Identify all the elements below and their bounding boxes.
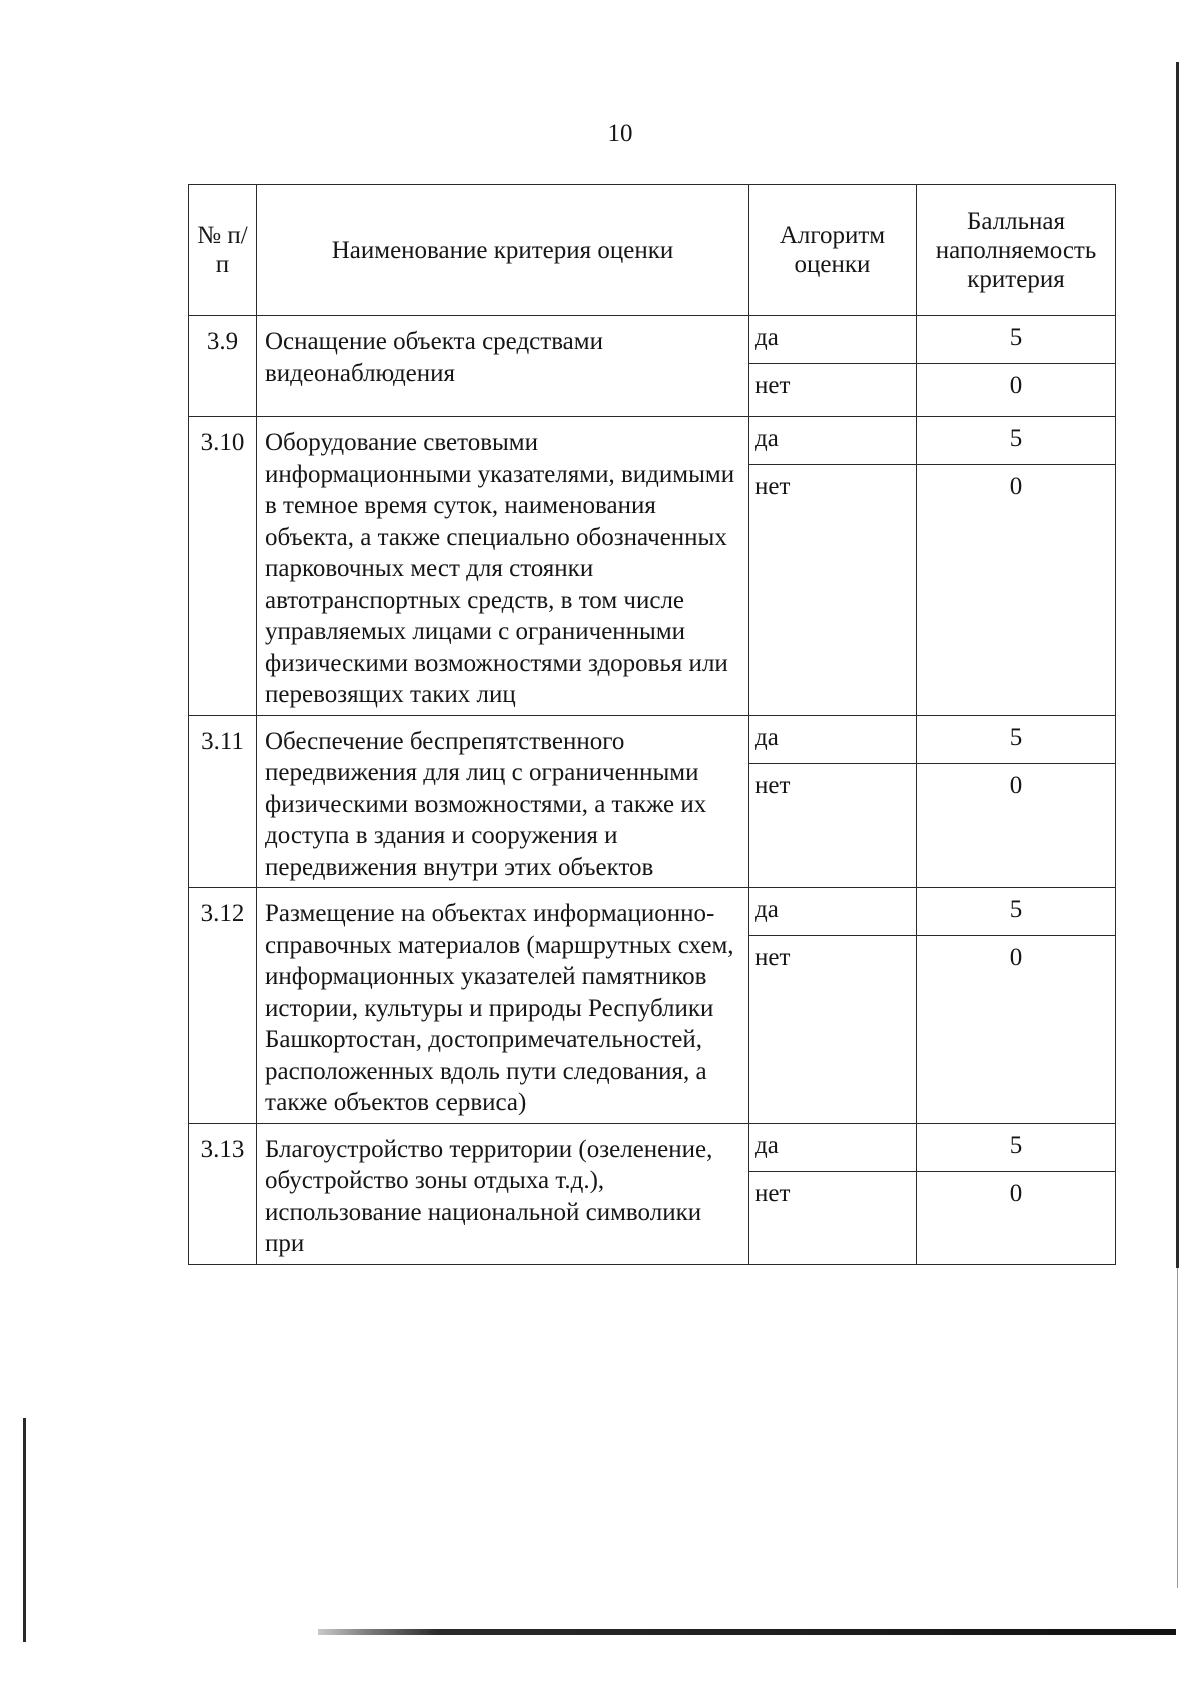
algorithm-no: нет [749, 763, 917, 888]
criterion-name: Благоустройство территории (озеленение, обустройство зоны отдыха т.д.), использование национальной символики при [257, 1123, 749, 1264]
criterion-number: 3.9 [189, 316, 257, 417]
algorithm-yes: да [749, 417, 917, 465]
table-row [189, 888, 1116, 936]
algorithm-yes: да [749, 316, 917, 364]
table-header-row [189, 185, 1116, 316]
header-num: № п/п [189, 185, 257, 316]
score-yes: 5 [917, 888, 1116, 936]
score-no: 0 [917, 465, 1116, 716]
criterion-number: 3.13 [189, 1123, 257, 1264]
criteria-table [188, 184, 1116, 1265]
score-yes: 5 [917, 316, 1116, 364]
table-row [189, 316, 1116, 364]
score-no: 0 [917, 1171, 1116, 1264]
scan-edge-right [1176, 62, 1179, 1268]
scan-edge-bottom [318, 1629, 1176, 1635]
algorithm-no: нет [749, 1171, 917, 1264]
criterion-name: Обеспечение беспрепятственного передвижения для лиц с ограниченными физическими возможностями, а также их доступа в здания и сооружения и передвижения внутри этих объектов [257, 715, 749, 888]
criterion-name: Оснащение объекта средствами видеонаблюдения [257, 316, 749, 417]
page-number: 10 [607, 120, 633, 147]
score-yes: 5 [917, 715, 1116, 763]
table-row [189, 715, 1116, 763]
header-algorithm: Алгоритм оценки [749, 185, 917, 316]
score-no: 0 [917, 763, 1116, 888]
score-yes: 5 [917, 1123, 1116, 1171]
score-yes: 5 [917, 417, 1116, 465]
algorithm-yes: да [749, 715, 917, 763]
algorithm-no: нет [749, 936, 917, 1124]
criterion-name: Размещение на объектах информационно-справочных материалов (маршрутных схем, информационных указателей памятников истории, культуры и природы Республики Башкортостан, достопримечательностей, расположенных вдоль пути следования, а также объектов сервиса) [257, 888, 749, 1124]
score-no: 0 [917, 936, 1116, 1124]
criterion-number: 3.10 [189, 417, 257, 716]
scan-edge-left [23, 1418, 26, 1642]
header-score: Балльная наполняемость критерия [917, 185, 1116, 316]
criterion-number: 3.11 [189, 715, 257, 888]
algorithm-no: нет [749, 364, 917, 417]
algorithm-no: нет [749, 465, 917, 716]
criterion-name: Оборудование световыми информационными указателями, видимыми в темное время суток, наименования объекта, а также специально обозначенных парковочных мест для стоянки автотранспортных средств, в том числе управляемых лицами с ограниченными физическими возможностями здоровья или перевозящих таких лиц [257, 417, 749, 716]
scan-edge-right-faint [1177, 1268, 1178, 1588]
table-row [189, 1123, 1116, 1171]
score-no: 0 [917, 364, 1116, 417]
table-row [189, 417, 1116, 465]
algorithm-yes: да [749, 1123, 917, 1171]
header-name: Наименование критерия оценки [257, 185, 749, 316]
algorithm-yes: да [749, 888, 917, 936]
criterion-number: 3.12 [189, 888, 257, 1124]
